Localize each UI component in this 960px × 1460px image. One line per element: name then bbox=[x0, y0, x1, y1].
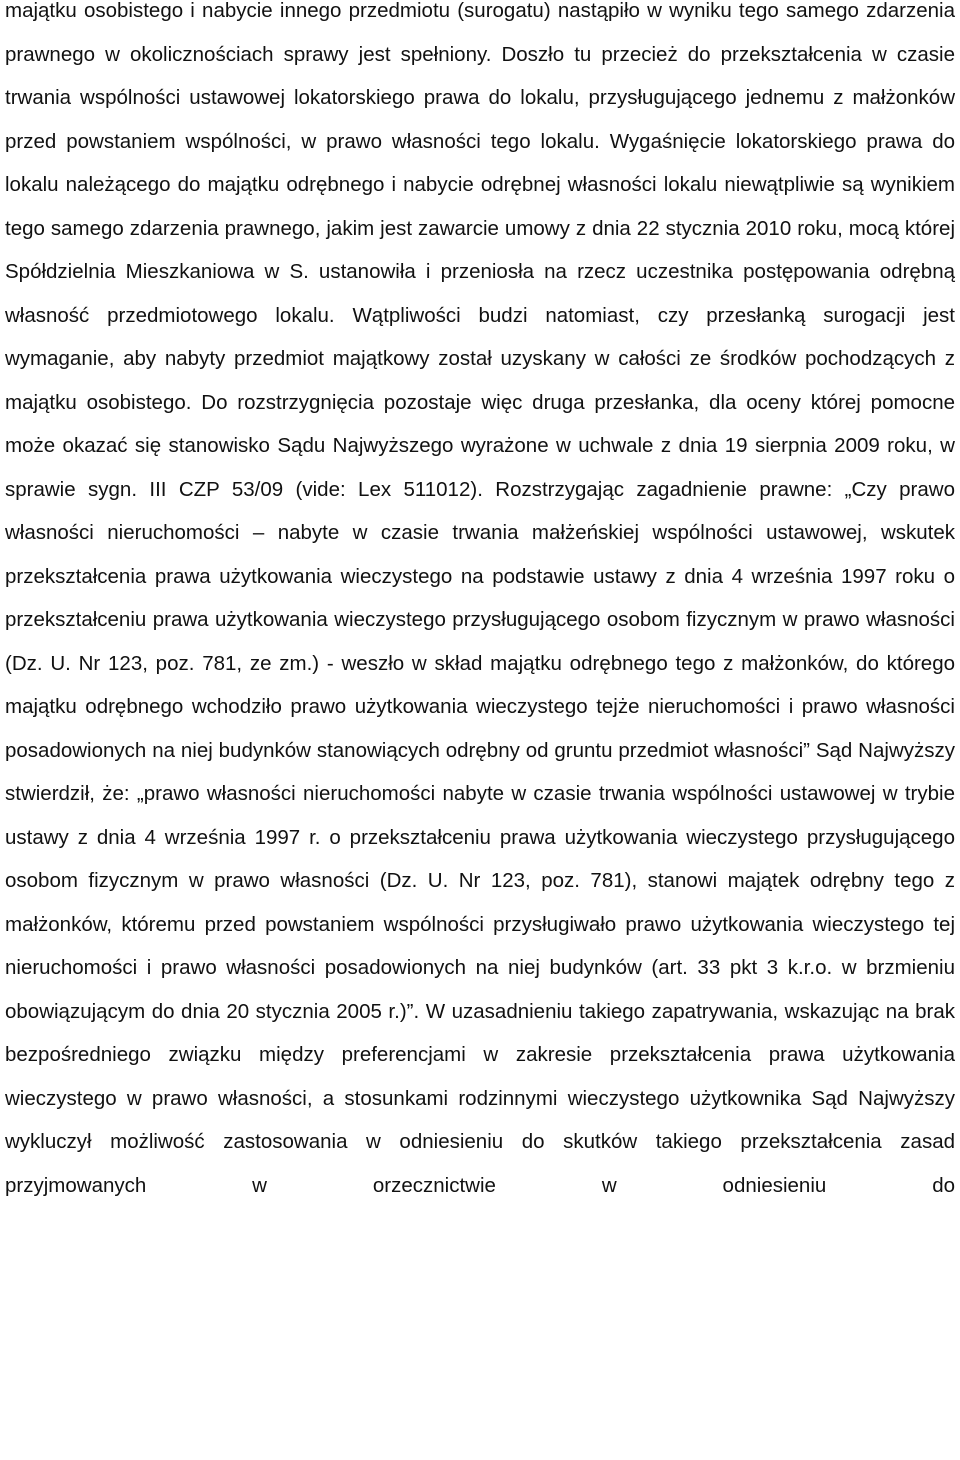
text-segment-justification: W uzasadnieniu takiego zapatrywania, wskazując na brak bezpośredniego związku między preferencjami w zakresie przekształcenia prawa użytkowania wieczystego w prawo własności, a stosunkami rodzinnymi wieczystego użytkownika Sąd Najwyższy wykluczył możliwość zastosowania w odniesieniu do skutków takiego przekształcenia zasad przyjmowanych w orzecznictwie w odniesieniu do bbox=[5, 999, 955, 1197]
text-segment-lokatorskie-prawo: Wygaśnięcie lokatorskiego prawa do lokalu należącego do majątku odrębnego i nabycie odrębnej własności lokalu niewątpliwie są wynikiem tego samego zdarzenia prawnego, jakim jest zawarcie umowy z dnia 22 stycznia 2010 roku, mocą której Spółdzielnia Mieszkaniowa w S. ustanowiła i przeniosła na rzecz uczestnika postępowania odrębną własność przedmiotowego lokalu. bbox=[5, 129, 955, 327]
text-segment-second-premise: Do rozstrzygnięcia pozostaje więc druga przesłanka, dla oceny której pomocne może okazać się stanowisko Sądu Najwyższego wyrażone w uchwale z dnia 19 sierpnia 2009 roku, w sprawie sygn. III CZP 53/09 (vide: Lex 511012). bbox=[5, 390, 956, 501]
text-segment-doubts: Wątpliwości budzi natomiast, czy przesłanką surogacji jest wymaganie, aby nabyty przedmiot majątkowy został uzyskany w całości ze środków pochodzących z majątku osobistego. bbox=[5, 303, 955, 414]
text-segment-surrogate-condition: majątku osobistego i nabycie innego przedmiotu (surogatu) nastąpiło w wyniku tego samego zdarzenia prawnego w okolicznościach sprawy jest spełniony. Doszło tu przecież do przekształcenia w czasie trwania wspólności ustawowej lokatorskiego prawa do lokalu, przysługującego jednemu z małżonków przed powstaniem wspólności, w prawo własności tego lokalu. bbox=[5, 0, 955, 153]
body-paragraph bbox=[5, 0, 955, 1207]
text-segment-supreme-court-resolution: Rozstrzygając zagadnienie prawne: „Czy prawo własności nieruchomości – nabyte w czasie trwania małżeńskiej wspólności ustawowej, wskutek przekształcenia prawa użytkowania wieczystego na podstawie ustawy z dnia 4 września 1997 roku o przekształceniu prawa użytkowania wieczystego przysługującego osobom fizycznym w prawo własności (Dz. U. Nr 123, poz. 781, ze zm.) - weszło w skład majątku odrębnego tego z małżonków, do którego majątku odrębnego wchodziło prawo użytkowania wieczystego tejże nieruchomości i prawo własności posadowionych na niej budynków stanowiących odrębny od gruntu przedmiot własności” Sąd Najwyższy stwierdził, że: „prawo własności nieruchomości nabyte w czasie trwania wspólności ustawowej w trybie ustawy z dnia 4 września 1997 r. o przekształceniu prawa użytkowania wieczystego przysługującego osobom fizycznym w prawo własności (Dz. U. Nr 123, poz. 781), stanowi majątek odrębny tego z małżonków, któremu przed powstaniem wspólności przysługiwało prawo użytkowania wieczystego tej nieruchomości i prawo własności posadowionych na niej budynków (art. 33 pkt 3 k.r.o. w brzmieniu obowiązującym do dnia 20 stycznia 2005 r.)”. bbox=[5, 477, 955, 1023]
